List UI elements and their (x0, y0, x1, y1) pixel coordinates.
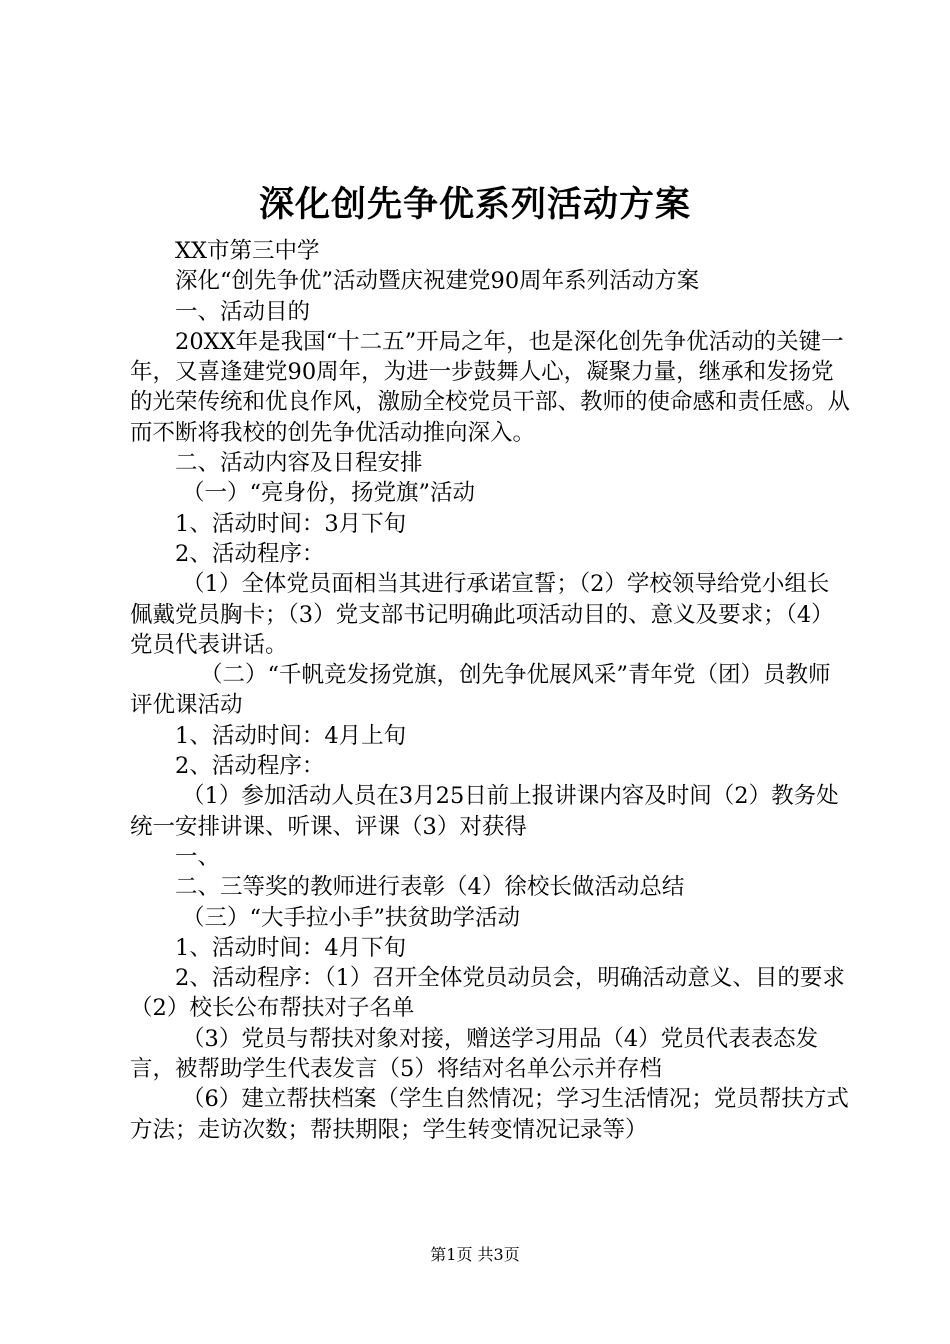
page-number: 第1页 共3页 (430, 1245, 520, 1264)
activity-two-time: 1、活动时间：4月上旬 (175, 722, 407, 749)
purpose-paragraph: 20XX年是我国“十二五”开局之年，也是深化创先争优活动的关键一年，又喜逢建党90周年，为进一步鼓舞人心，凝聚力量，继承和发扬党的光荣传统和优良作风，激励全校党员干部、教师的使命感和责任感。从而不断将我校的创先争优活动推向深入。 (130, 328, 851, 446)
activity-two-heading: （二）“千帆竞发扬党旗，创先争优展风采”青年党（团）员教师评优课活动 (130, 662, 831, 719)
activity-three-archive: （6）建立帮扶档案（学生自然情况；学习生活情况；党员帮扶方式方法；走访次数；帮扶期限；学生转变情况记录等） (130, 1086, 849, 1143)
activity-two-fragment: 一、 (175, 843, 221, 870)
document-subtitle: 深化“创先争优”活动暨庆祝建党90周年系列活动方案 (175, 268, 700, 295)
section-heading-content: 二、活动内容及日程安排 (175, 450, 423, 477)
activity-two-procedure-cont: 二、三等奖的教师进行表彰（4）徐校长做活动总结 (175, 874, 685, 901)
activity-two-procedure: （1）参加活动人员在3月25日前上报讲课内容及时间（2）教务处统一安排讲课、听课、评课（3）对获得 (130, 783, 839, 840)
activity-one-heading: （一）“亮身份，扬党旗”活动 (182, 480, 476, 507)
activity-one-procedure-label: 2、活动程序： (175, 540, 325, 567)
section-heading-purpose: 一、活动目的 (175, 298, 311, 325)
activity-one-procedure: （1）全体党员面相当其进行承诺宣誓；（2）学校领导给党小组长佩戴党员胸卡；（3）党支部书记明确此项活动目的、意义及要求；（4）党员代表讲话。 (130, 571, 834, 658)
activity-three-time: 1、活动时间：4月下旬 (175, 934, 407, 961)
document-body (130, 236, 850, 1145)
activity-three-procedure-cont: （3）党员与帮扶对象对接，赠送学习用品（4）党员代表表态发言，被帮助学生代表发言（5）将结对名单公示并存档 (130, 1025, 819, 1083)
activity-one-time: 1、活动时间：3月下旬 (175, 510, 407, 537)
activity-two-procedure-label: 2、活动程序： (175, 753, 325, 780)
school-name: XX市第三中学 (175, 238, 320, 264)
document-title: 深化创先争优系列活动方案 (258, 184, 691, 225)
activity-three-procedure: 2、活动程序：（1）召开全体党员动员会，明确活动意义、目的要求（2）校长公布帮扶对子名单 (130, 965, 845, 1022)
activity-three-heading: （三）“大手拉小手”扶贫助学活动 (182, 904, 521, 931)
